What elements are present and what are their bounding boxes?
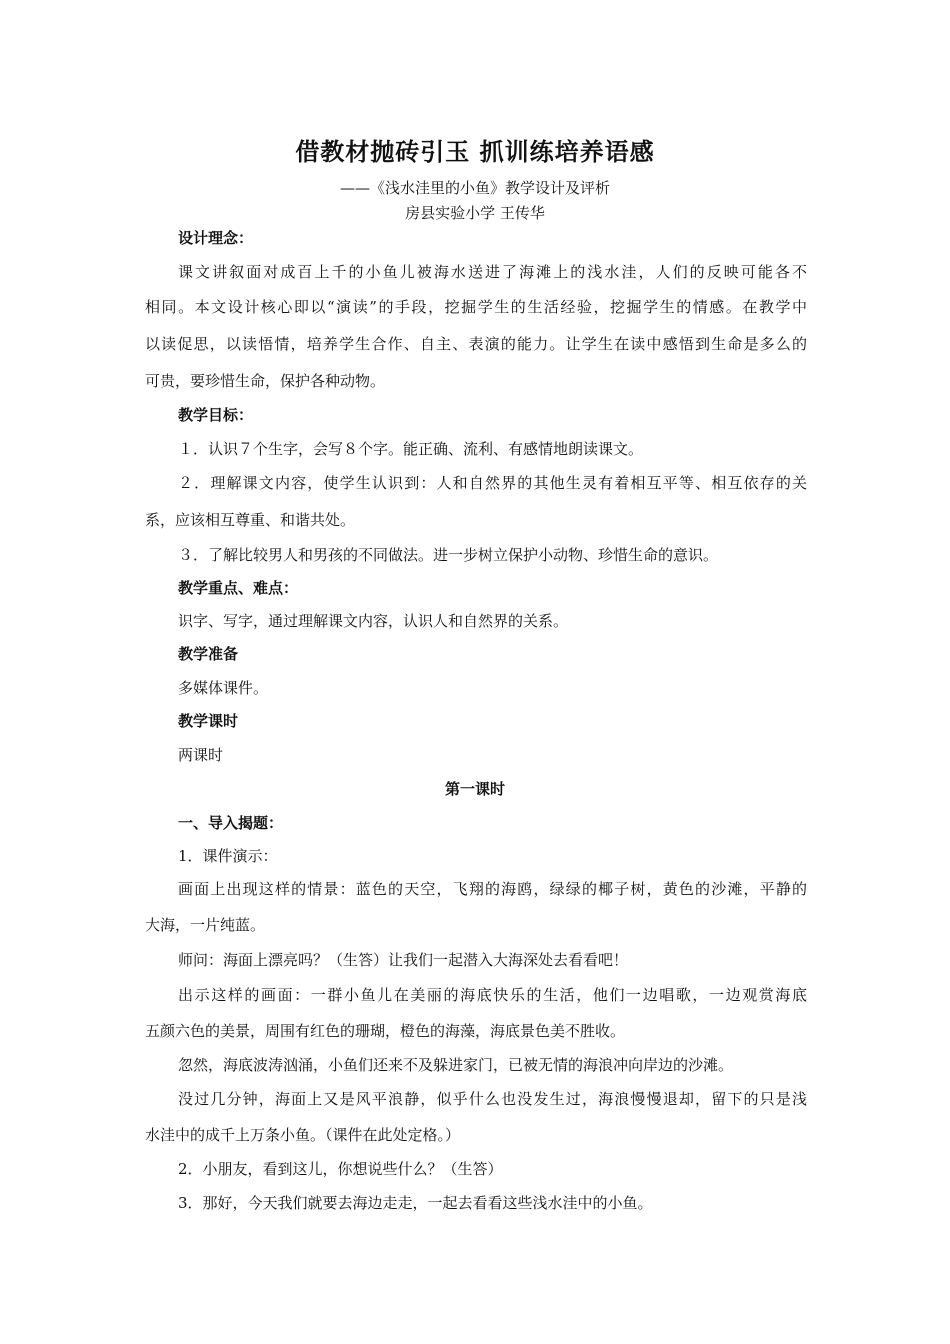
paragraph-line: 识字、写字，通过理解课文内容，认识人和自然界的关系。	[178, 612, 569, 630]
paragraph-line: ３．了解比较男人和男孩的不同做法。进一步树立保护小动物、珍惜生命的意识。	[178, 546, 719, 564]
paragraph-line: 大海，一片纯蓝。	[145, 916, 266, 934]
paragraph-line: 没过几分钟，海面上又是风平浪静，似乎什么也没发生过，海浪慢慢退却，留下的只是浅	[178, 1090, 807, 1108]
paragraph-line: 3．那好，今天我们就要去海边走走，一起去看看这些浅水洼中的小鱼。	[178, 1194, 653, 1212]
heading-design-concept: 设计理念：	[178, 229, 254, 247]
paragraph-line: 以读促思，以读悟情，培养学生合作、自主、表演的能力。让学生在读中感悟到生命是多么的	[145, 335, 807, 353]
paragraph-line: 1．课件演示：	[178, 847, 278, 865]
heading-preparation: 教学准备	[178, 645, 239, 663]
paragraph-line: 两课时	[178, 746, 224, 764]
document-title: 借教材抛砖引玉 抓训练培养语感	[295, 137, 655, 166]
paragraph-line: 相同。本文设计核心即以“演读”的手段，挖掘学生的生活经验，挖掘学生的情感。在教学中	[145, 298, 807, 316]
paragraph-line: 画面上出现这样的情景：蓝色的天空，飞翔的海鸥，绿绿的椰子树，黄色的沙滩，平静的	[178, 880, 807, 898]
section-title: 第一课时	[444, 780, 505, 798]
document-author: 房县实验小学 王传华	[405, 204, 545, 222]
paragraph-line: 出示这样的画面：一群小鱼儿在美丽的海底快乐的生活，他们一边唱歌，一边观赏海底	[178, 986, 807, 1004]
document-subtitle: ——《浅水洼里的小鱼》教学设计及评析	[339, 179, 610, 197]
paragraph-line: 可贵，要珍惜生命，保护各种动物。	[145, 372, 386, 390]
paragraph-line: 师问：海面上漂亮吗？（生答）让我们一起潜入大海深处去看看吧！	[178, 951, 629, 969]
heading-teaching-goals: 教学目标：	[178, 406, 254, 424]
paragraph-line: 系，应该相互尊重、和谐共处。	[145, 511, 356, 529]
paragraph-line: 2．小朋友，看到这儿，你想说些什么？（生答）	[178, 1160, 503, 1178]
heading-key-points: 教学重点、难点：	[178, 579, 299, 597]
paragraph-line: １．认识７个生字，会写８个字。能正确、流利、有感情地朗读课文。	[178, 440, 644, 458]
heading-introduction: 一、导入揭题：	[178, 814, 284, 832]
paragraph-line: 五颜六色的美景，周围有红色的珊瑚，橙色的海藻，海底景色美不胜收。	[145, 1022, 626, 1040]
paragraph-line: 课文讲叙面对成百上千的小鱼儿被海水送进了海滩上的浅水洼，人们的反映可能各不	[178, 263, 807, 281]
paragraph-line: ２．理解课文内容，使学生认识到：人和自然界的其他生灵有着相互平等、相互依存的关	[178, 474, 807, 492]
paragraph-line: 多媒体课件。	[178, 679, 269, 697]
heading-class-hours: 教学课时	[178, 712, 239, 730]
paragraph-line: 忽然，海底波涛汹涌，小鱼们还来不及躲进家门，已被无情的海浪冲向岸边的沙滩。	[178, 1056, 734, 1074]
paragraph-line: 水洼中的成千上万条小鱼。（课件在此处定格。）	[145, 1126, 461, 1144]
